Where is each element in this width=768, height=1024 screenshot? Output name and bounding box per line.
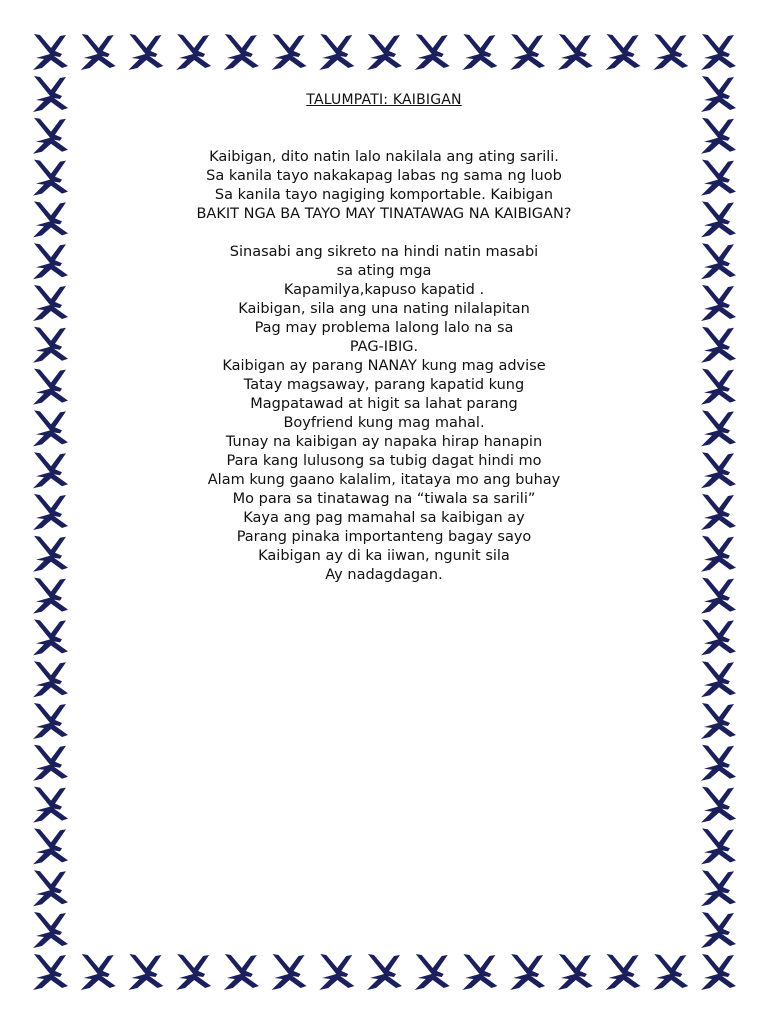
swallow-bird-icon (33, 619, 68, 655)
document-title: TALUMPATI: KAIBIGAN (306, 92, 462, 108)
swallow-bird-icon (367, 954, 402, 990)
swallow-bird-icon (128, 954, 163, 990)
swallow-bird-icon (272, 34, 307, 70)
swallow-bird-icon (33, 118, 68, 154)
swallow-bird-icon (701, 243, 736, 279)
swallow-bird-icon (33, 703, 68, 739)
swallow-bird-icon (33, 494, 68, 530)
swallow-bird-icon (33, 787, 68, 823)
poem-line: Kaibigan ay parang NANAY kung mag advise (222, 358, 546, 374)
poem-line: PAG-IBIG. (349, 339, 419, 355)
swallow-bird-icon (701, 369, 736, 405)
swallow-bird-icon (701, 619, 736, 655)
stanza-2 (120, 243, 648, 585)
poem-line: Sinasabi ang sikreto na hindi natin masabi (229, 244, 539, 260)
poem-line: Tatay magsaway, parang kapatid kung (243, 377, 525, 393)
swallow-bird-icon (653, 954, 688, 990)
swallow-bird-icon (415, 954, 450, 990)
swallow-bird-icon (701, 870, 736, 906)
poem-line: Boyfriend kung mag mahal. (283, 415, 485, 431)
swallow-bird-icon (606, 954, 641, 990)
swallow-bird-icon (33, 160, 68, 196)
poem-line: Tunay na kaibigan ay napaka hirap hanapin (225, 434, 543, 450)
swallow-bird-icon (701, 787, 736, 823)
swallow-bird-icon (81, 34, 116, 70)
poem-line: Parang pinaka importanteng bagay sayo (236, 529, 532, 545)
document-body (120, 92, 648, 585)
swallow-bird-icon (33, 369, 68, 405)
poem-line: BAKIT NGA BA TAYO MAY TINATAWAG NA KAIBIGAN? (196, 206, 572, 222)
swallow-bird-icon (653, 34, 688, 70)
swallow-bird-icon (606, 34, 641, 70)
swallow-bird-icon (33, 34, 68, 70)
swallow-bird-icon (701, 661, 736, 697)
swallow-bird-icon (33, 954, 68, 990)
swallow-bird-icon (701, 703, 736, 739)
swallow-bird-icon (33, 745, 68, 781)
swallow-bird-icon (319, 34, 354, 70)
swallow-bird-icon (33, 327, 68, 363)
poem-line: Kaibigan ay di ka iiwan, ngunit sila (258, 548, 510, 564)
poem-line: Sa kanila tayo nagiging komportable. Kaibigan (214, 187, 554, 203)
swallow-bird-icon (510, 954, 545, 990)
swallow-bird-icon (701, 954, 736, 990)
swallow-bird-icon (33, 912, 68, 948)
swallow-bird-icon (33, 410, 68, 446)
poem-line: Para kang lulusong sa tubig dagat hindi mo (226, 453, 542, 469)
swallow-bird-icon (33, 828, 68, 864)
swallow-bird-icon (176, 954, 211, 990)
swallow-bird-icon (701, 494, 736, 530)
poem-line: sa ating mga (336, 263, 432, 279)
poem-line: Mo para sa tinatawag na “tiwala sa sarili” (232, 491, 536, 507)
swallow-bird-icon (701, 578, 736, 614)
poem-line: Kapamilya,kapuso kapatid . (283, 282, 485, 298)
swallow-bird-icon (701, 745, 736, 781)
swallow-bird-icon (558, 954, 593, 990)
swallow-bird-icon (33, 578, 68, 614)
swallow-bird-icon (319, 954, 354, 990)
swallow-bird-icon (33, 870, 68, 906)
swallow-bird-icon (33, 243, 68, 279)
swallow-bird-icon (33, 452, 68, 488)
swallow-bird-icon (701, 410, 736, 446)
poem-line: Pag may problema lalong lalo na sa (254, 320, 514, 336)
swallow-bird-icon (510, 34, 545, 70)
swallow-bird-icon (701, 201, 736, 237)
swallow-bird-icon (701, 828, 736, 864)
poem-line: Magpatawad at higit sa lahat parang (250, 396, 518, 412)
swallow-bird-icon (415, 34, 450, 70)
swallow-bird-icon (33, 536, 68, 572)
swallow-bird-icon (33, 285, 68, 321)
swallow-bird-icon (272, 954, 307, 990)
swallow-bird-icon (701, 76, 736, 112)
swallow-bird-icon (701, 118, 736, 154)
swallow-bird-icon (558, 34, 593, 70)
swallow-bird-icon (701, 327, 736, 363)
swallow-bird-icon (224, 34, 259, 70)
poem-line: Kaya ang pag mamahal sa kaibigan ay (243, 510, 525, 526)
swallow-bird-icon (701, 160, 736, 196)
swallow-bird-icon (701, 912, 736, 948)
poem-line: Alam kung gaano kalalim, itataya mo ang buhay (207, 472, 561, 488)
swallow-bird-icon (81, 954, 116, 990)
swallow-bird-icon (701, 452, 736, 488)
swallow-bird-icon (33, 661, 68, 697)
swallow-bird-icon (701, 34, 736, 70)
swallow-bird-icon (33, 76, 68, 112)
swallow-bird-icon (462, 954, 497, 990)
poem-line: Ay nadagdagan. (325, 567, 443, 583)
swallow-bird-icon (701, 285, 736, 321)
swallow-bird-icon (367, 34, 402, 70)
stanza-1 (120, 148, 648, 224)
swallow-bird-icon (701, 536, 736, 572)
swallow-bird-icon (224, 954, 259, 990)
poem-line: Kaibigan, sila ang una nating nilalapitan (238, 301, 530, 317)
swallow-bird-icon (33, 201, 68, 237)
swallow-bird-icon (462, 34, 497, 70)
poem-line: Kaibigan, dito natin lalo nakilala ang ating sarili. (209, 149, 559, 165)
swallow-bird-icon (176, 34, 211, 70)
swallow-bird-icon (128, 34, 163, 70)
poem-line: Sa kanila tayo nakakapag labas ng sama ng luob (206, 168, 562, 184)
